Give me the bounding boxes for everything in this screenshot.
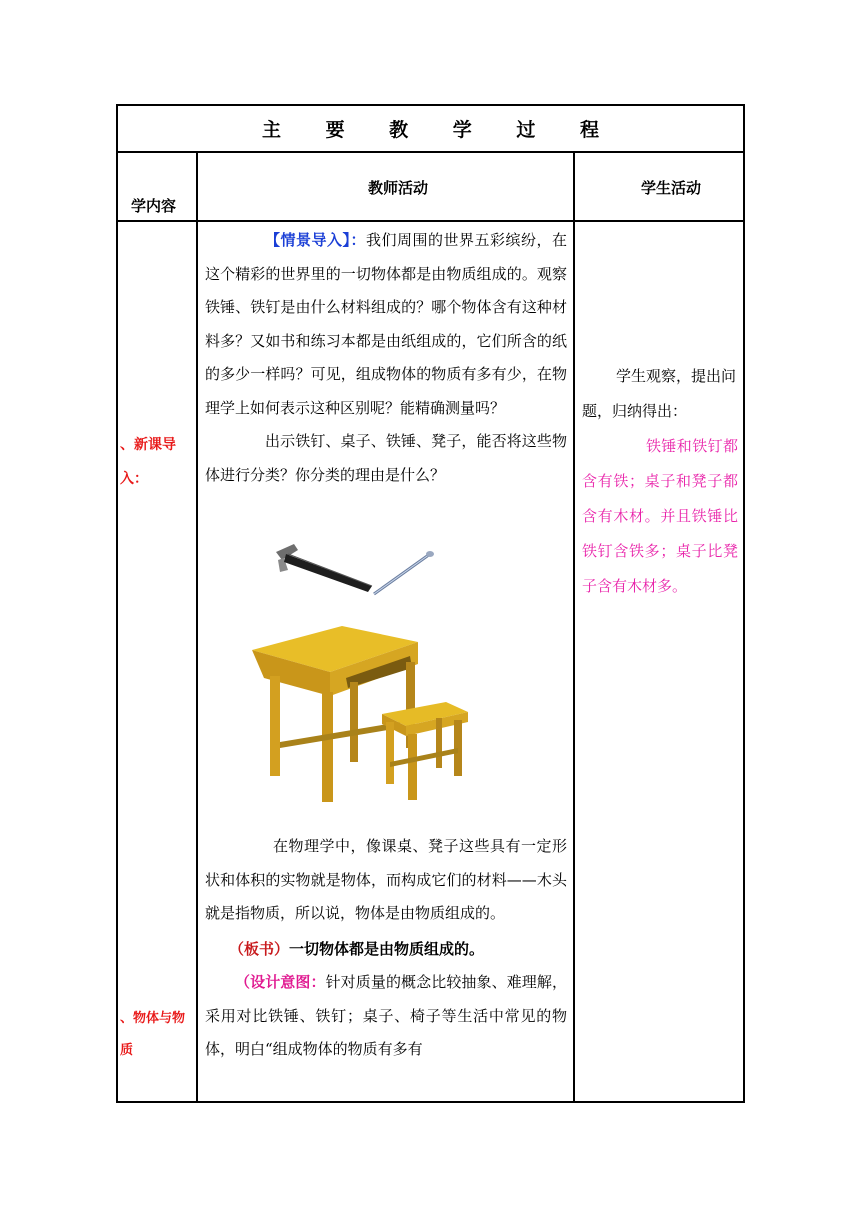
desk-and-stool-image <box>250 622 472 804</box>
student-answer-text: 铁锤和铁钉都含有铁；桌子和凳子都含有木材。并且铁锤比铁钉含铁多；桌子比凳子含有木材多。 <box>582 437 738 595</box>
section-label-object-matter: 、物体与物质 <box>120 1011 186 1058</box>
section-label-new-lesson: 、新课导入： <box>120 437 176 487</box>
header-content: 学内容 <box>131 197 177 215</box>
intro-text: 我们周围的世界五彩缤纷，在这个精彩的世界里的一切物体都是由物质组成的。观察铁锤、铁钉是由什么材料组成的？哪个物体含有这种材料多？又如书和练习本都是由纸组成的，它们所含的纸的多少一样吗？可见，组成物体的物质有多有少，在物理学上如何表示这种区别呢？能精确测量吗？ <box>205 231 567 417</box>
col-divider-2 <box>573 151 575 1103</box>
table-border-bottom <box>116 1101 745 1103</box>
header-teacher: 教师活动 <box>368 179 429 197</box>
design-text: 针对质量的概念比较抽象、难理解，采用对比铁锤、铁钉；桌子、椅子等生活中常见的物体，明白“组成物体的物质有多有 <box>205 973 567 1058</box>
teacher-intro-block <box>205 224 567 492</box>
table-title: 主 要 教 学 过 程 <box>261 119 619 141</box>
table-border-left <box>116 104 118 1103</box>
intro-tag: 【情景导入】： <box>265 231 366 249</box>
classify-text: 出示铁钉、桌子、铁锤、凳子，能否将这些物体进行分类？你分类的理由是什么？ <box>205 432 567 484</box>
header-student: 学生活动 <box>641 179 702 197</box>
board-text: 一切物体都是由物质组成的。 <box>289 939 485 958</box>
col-divider-1 <box>196 151 198 1103</box>
header-divider <box>116 220 745 222</box>
student-activity-block <box>582 359 738 604</box>
nail-image <box>368 548 438 598</box>
teacher-physics-block <box>205 830 567 1067</box>
title-divider <box>116 151 745 153</box>
board-tag: （板书） <box>229 939 290 958</box>
physics-text: 在物理学中，像课桌、凳子这些具有一定形状和体积的实物就是物体，而构成它们的材料——木头就是指物质，所以说，物体是由物质组成的。 <box>205 837 567 922</box>
table-border-right <box>743 104 745 1103</box>
hammer-image <box>268 542 378 594</box>
student-observe-text: 学生观察，提出问题，归纳得出： <box>582 367 737 420</box>
design-tag: （设计意图： <box>235 973 326 991</box>
